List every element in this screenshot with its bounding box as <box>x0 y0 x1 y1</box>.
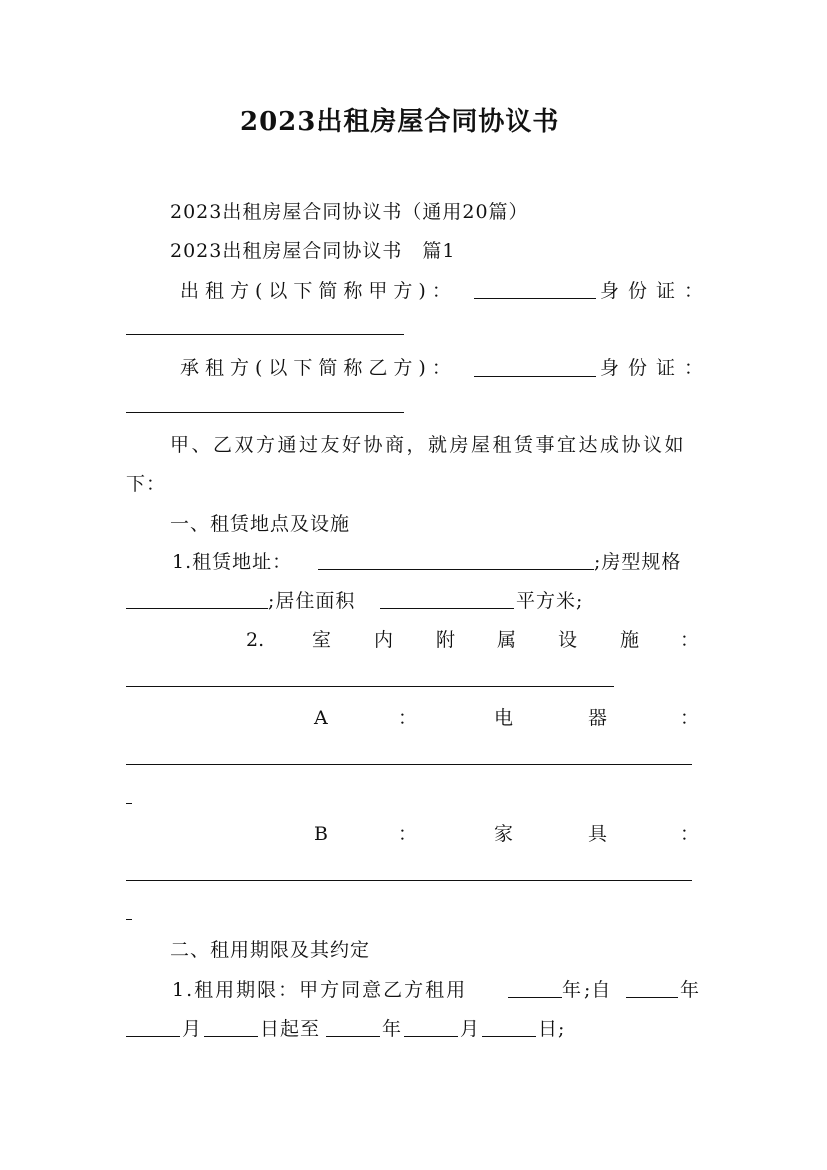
term-label: 1.租用期限：甲方同意乙方租用 <box>172 979 468 1001</box>
end-day-unit: 日; <box>538 1018 566 1040</box>
furniture-colon: ： <box>398 823 418 845</box>
document-title: 2023出租房屋合同协议书 <box>240 107 560 137</box>
appliances-blank-continuation <box>126 803 132 804</box>
lessor-id-blank <box>126 334 404 335</box>
furniture-char-2: 具 <box>588 823 608 845</box>
living-area-blank <box>380 608 514 609</box>
end-year-blank <box>326 1036 380 1037</box>
term-from-label: ;自 <box>584 979 612 1001</box>
term-years-blank <box>508 997 562 998</box>
lessee-name-blank <box>474 376 596 377</box>
lessor-name-blank <box>474 298 596 299</box>
appliances-blank <box>126 764 692 765</box>
facilities-char-2: 内 <box>374 629 394 651</box>
start-year-blank <box>626 997 678 998</box>
start-year-unit: 年 <box>680 979 701 1001</box>
intro-line-2: 下： <box>126 473 167 495</box>
furniture-blank <box>126 880 692 881</box>
facilities-char-4: 属 <box>497 629 517 651</box>
intro-line-1: 甲、乙双方通过友好协商，就房屋租赁事宜达成协议如 <box>170 434 687 456</box>
lessee-label: 承租方(以下简称乙方)： <box>180 357 457 379</box>
room-type-blank <box>126 608 268 609</box>
appliances-char-2: 器 <box>588 707 608 729</box>
start-day-label: 日起至 <box>260 1018 321 1040</box>
address-label: 1.租赁地址： <box>172 551 293 573</box>
appliances-colon: ： <box>398 707 418 729</box>
document-subtitle: 2023出租房屋合同协议书（通用20篇） <box>170 201 529 223</box>
lessee-id-label: 身份证： <box>600 357 713 379</box>
facilities-colon: ： <box>680 629 700 651</box>
appliances-char-1: 电 <box>494 707 514 729</box>
end-year-unit: 年 <box>382 1018 403 1040</box>
furniture-letter: B <box>314 823 328 845</box>
facilities-blank <box>126 686 614 687</box>
address-blank <box>318 569 594 570</box>
lessor-label: 出租方(以下简称甲方)： <box>180 280 457 302</box>
lessor-id-label: 身份证： <box>600 280 713 302</box>
start-month-unit: 月 <box>182 1018 203 1040</box>
furniture-blank-continuation <box>126 919 132 920</box>
chapter-heading: 2023出租房屋合同协议书 篇1 <box>170 240 456 262</box>
furniture-char-1: 家 <box>494 823 514 845</box>
start-month-blank <box>126 1036 180 1037</box>
facilities-char-6: 施 <box>620 629 640 651</box>
room-type-label: ;房型规格 <box>594 551 682 573</box>
facilities-char-3: 附 <box>436 629 456 651</box>
lessee-id-blank <box>126 412 404 413</box>
term-years-unit: 年 <box>562 979 583 1001</box>
appliances-letter: A <box>314 707 328 729</box>
section-2-heading: 二、租用期限及其约定 <box>170 939 371 961</box>
end-day-blank <box>482 1036 536 1037</box>
section-1-heading: 一、租赁地点及设施 <box>170 513 351 535</box>
appliances-end-colon: ： <box>680 707 700 729</box>
furniture-end-colon: ： <box>680 823 700 845</box>
facilities-char-1: 室 <box>312 629 332 651</box>
facilities-number: 2. <box>246 629 265 651</box>
facilities-char-5: 设 <box>558 629 578 651</box>
area-unit: 平方米; <box>516 590 584 612</box>
end-month-unit: 月 <box>460 1018 481 1040</box>
end-month-blank <box>404 1036 458 1037</box>
start-day-blank <box>204 1036 258 1037</box>
living-area-label: ;居住面积 <box>268 590 356 612</box>
